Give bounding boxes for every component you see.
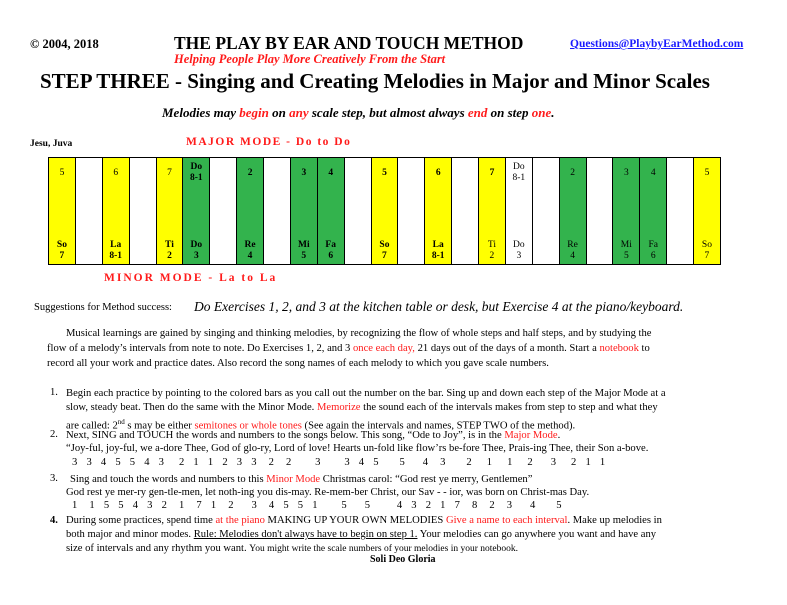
scale-bar bbox=[210, 158, 237, 264]
closing-text: Soli Deo Gloria bbox=[370, 554, 436, 565]
item-4-line-1: During some practices, spend time at the piano MAKING UP YOUR OWN MELODIES Give a name to each interval. Make up melodies in bbox=[66, 515, 662, 526]
major-step-label: 4 bbox=[328, 167, 334, 178]
minor-step-number: 2 bbox=[489, 251, 495, 262]
intro-line-3: record all your work and practice dates. Also record the song names of each melody to which you gave scale numbers. bbox=[47, 358, 549, 369]
scale-bar bbox=[694, 158, 720, 264]
major-step-label: 3 bbox=[623, 167, 629, 178]
scale-bar-minor-label bbox=[379, 240, 389, 264]
scale-bar bbox=[479, 158, 506, 264]
solfege-label: Do bbox=[513, 240, 525, 251]
solfege-label: So bbox=[56, 240, 67, 251]
major-step-label: 2 bbox=[570, 167, 575, 178]
scale-bar-minor-label bbox=[488, 240, 496, 264]
major-step-label: 3 bbox=[301, 167, 307, 178]
major-step-label: 4 bbox=[650, 167, 656, 178]
carol-lyrics: God rest ye mer-ry gen-tle-men, let noth-ing you dis-may. Re-mem-ber Christ, our Sav - - ior, was born on Christ-mas Day. bbox=[66, 487, 590, 498]
solfege-label: La bbox=[110, 240, 122, 251]
minor-step-number: 6 bbox=[328, 251, 334, 262]
minor-step-number: 8-1 bbox=[109, 251, 123, 262]
intro-line-2: flow of a melody’s intervals from note to note. Do Exercises 1, 2, and 3 once each day, 21 days out of the days of a month. Start a notebook to bbox=[47, 343, 650, 354]
scale-bar bbox=[506, 158, 533, 264]
carol-numbers: 1 1 5 5 4 3 2 1 7 1 2 3 4 5 5 1 5 5 4 3 2 1 7 8 2 3 4 5 bbox=[72, 500, 562, 511]
item-number-1: 1. bbox=[50, 387, 58, 398]
scale-bar-minor-label bbox=[702, 240, 712, 264]
minor-step-number: 3 bbox=[516, 251, 522, 262]
solfege-label: Mi bbox=[298, 240, 310, 251]
item-3-line-1: Sing and touch the words and numbers to this Minor Mode Christmas carol: “God rest ye merry, Gentlemen” bbox=[70, 474, 533, 485]
scale-bar-major-number bbox=[436, 158, 441, 185]
solfege-label: Fa bbox=[325, 240, 336, 251]
scale-bar-minor-label bbox=[109, 240, 122, 264]
item-2-line-1: Next, SING and TOUCH the words and numbers to the songs below. This song, “Ode to Joy”, is in the Major Mode. bbox=[66, 430, 561, 441]
minor-step-number: 4 bbox=[570, 251, 575, 262]
item-number-3: 3. bbox=[50, 473, 58, 484]
scale-bar bbox=[237, 158, 264, 264]
major-step-label: 6 bbox=[113, 167, 119, 178]
solfege-label: So bbox=[379, 240, 390, 251]
minor-step-number: 3 bbox=[193, 251, 199, 262]
scale-bar-minor-label bbox=[245, 240, 256, 264]
major-step-label: 2 bbox=[247, 167, 253, 178]
scale-bar bbox=[157, 158, 184, 264]
solfege-label: Mi bbox=[620, 240, 632, 251]
item-number-4: 4. bbox=[50, 515, 58, 526]
major-step-number: 8-1 bbox=[512, 173, 526, 183]
ode-to-joy-numbers: 3 3 4 5 5 4 3 2 1 1 2 3 3 2 2 3 3 4 5 5 4 3 2 1 1 2 3 2 1 1 bbox=[72, 457, 606, 468]
intro-line-1: Musical learnings are gained by singing and thinking melodies, by recognizing the flow of whole steps and half steps, and by studying the bbox=[66, 328, 652, 339]
item-1-line-3: are called: 2nd s may be either semitones or whole tones (See again the intervals and names, STEP TWO of the method). bbox=[66, 418, 576, 432]
suggestions-text: Do Exercises 1, 2, and 3 at the kitchen table or desk, but Exercise 4 at the piano/keyboard. bbox=[194, 299, 684, 314]
scale-bar bbox=[398, 158, 425, 264]
scale-bar bbox=[613, 158, 640, 264]
questions-email-link[interactable]: Questions@PlaybyEarMethod.com bbox=[570, 38, 744, 50]
scale-bar-major-number bbox=[301, 158, 306, 185]
major-step-label: 5 bbox=[59, 167, 65, 178]
major-step-label: 5 bbox=[382, 167, 387, 178]
solfege-label: Do bbox=[190, 240, 203, 251]
minor-step-number: 2 bbox=[167, 251, 172, 262]
item-4-line-2: both major and minor modes. Rule: Melodies don't always have to begin on step 1. Your melodies can go anywhere you want and have any bbox=[66, 529, 657, 540]
solfege-label: Re bbox=[244, 240, 256, 251]
scale-bar-minor-label bbox=[298, 240, 310, 264]
scale-bar-major-number bbox=[167, 158, 172, 185]
solfege-label: Ti bbox=[165, 240, 174, 251]
page-title: THE PLAY BY EAR AND TOUCH METHOD bbox=[174, 33, 524, 53]
step-title: STEP THREE - Singing and Creating Melodies in Major and Minor Scales bbox=[40, 69, 710, 93]
minor-step-number: 5 bbox=[301, 251, 307, 262]
scale-bar bbox=[49, 158, 76, 264]
solfege-label: Re bbox=[567, 240, 578, 251]
scale-bar bbox=[291, 158, 318, 264]
scale-bar bbox=[103, 158, 130, 264]
scale-bar bbox=[452, 158, 479, 264]
major-step-label: 7 bbox=[167, 167, 172, 178]
scale-bar bbox=[425, 158, 452, 264]
minor-step-number: 4 bbox=[247, 251, 253, 262]
scale-bar-minor-label bbox=[165, 240, 174, 264]
scale-bar bbox=[533, 158, 560, 264]
scale-bar-major-number bbox=[113, 158, 118, 185]
scale-bar-major-number bbox=[490, 158, 495, 185]
item-1-line-2: slow, steady beat. Then do the same with the Minor Mode. Memorize the sound each of the intervals makes from step to step and what they bbox=[66, 402, 658, 413]
major-step-label: 6 bbox=[435, 167, 441, 178]
major-step-label: Do bbox=[512, 162, 525, 173]
minor-step-number: 6 bbox=[650, 251, 656, 262]
solfege-label: Ti bbox=[487, 240, 496, 251]
scale-bar-minor-label bbox=[57, 240, 67, 264]
scale-bar bbox=[587, 158, 614, 264]
item-number-2: 2. bbox=[50, 429, 58, 440]
minor-step-number: 7 bbox=[382, 251, 387, 262]
scale-bar-major-number bbox=[512, 158, 525, 185]
scale-bar-major-number bbox=[60, 158, 65, 185]
scale-bar bbox=[667, 158, 694, 264]
scale-bar bbox=[130, 158, 157, 264]
scale-bar-minor-label bbox=[513, 240, 525, 264]
scale-bar bbox=[640, 158, 667, 264]
scale-bar-major-number bbox=[705, 158, 710, 185]
solfege-label: Fa bbox=[648, 240, 658, 251]
scale-bar bbox=[372, 158, 399, 264]
minor-step-number: 7 bbox=[704, 251, 710, 262]
scale-keyboard bbox=[48, 157, 721, 265]
scale-bar-major-number bbox=[624, 158, 629, 185]
ode-to-joy-lyrics: “Joy-ful, joy-ful, we a-dore Thee, God of glo-ry, Lord of love! Hearts un-fold like flow’rs be-fore Thee, Prais-ing Thee, their Son a-bove. bbox=[66, 443, 649, 454]
scale-bar-major-number bbox=[382, 158, 387, 185]
scale-bar bbox=[318, 158, 345, 264]
major-step-label: 5 bbox=[704, 167, 710, 178]
scale-bar bbox=[76, 158, 103, 264]
scale-bar bbox=[183, 158, 210, 264]
scale-bar-major-number bbox=[651, 158, 656, 185]
minor-mode-label: MINOR MODE - La to La bbox=[104, 272, 278, 284]
scale-bar-minor-label bbox=[325, 240, 336, 264]
minor-step-number: 8-1 bbox=[431, 251, 445, 262]
minor-step-number: 7 bbox=[59, 251, 65, 262]
scale-bar-major-number bbox=[190, 158, 203, 185]
minor-step-number: 5 bbox=[623, 251, 629, 262]
item-1-line-1: Begin each practice by pointing to the colored bars as you call out the number on the bar. Sing up and down each step of the Major Mode at a bbox=[66, 388, 666, 399]
credits-label: Jesu, Juva bbox=[30, 139, 73, 149]
major-step-label: Do bbox=[190, 162, 203, 173]
scale-bar bbox=[345, 158, 372, 264]
scale-bar-minor-label bbox=[621, 240, 632, 264]
major-step-number: 8-1 bbox=[189, 173, 203, 183]
scale-bar bbox=[560, 158, 587, 264]
suggestions-label: Suggestions for Method success: bbox=[34, 302, 172, 313]
scale-bar-major-number bbox=[248, 158, 253, 185]
solfege-label: So bbox=[701, 240, 712, 251]
copyright: © 2004, 2018 bbox=[30, 37, 99, 51]
scale-bar-minor-label bbox=[191, 240, 203, 264]
melody-rule-subtitle: Melodies may begin on any scale step, but almost always end on step one. bbox=[162, 105, 555, 120]
scale-bar bbox=[264, 158, 291, 264]
scale-bar-major-number bbox=[570, 158, 575, 185]
major-step-label: 7 bbox=[489, 167, 495, 178]
item-4-line-3: size of intervals and any rhythm you want. You might write the scale numbers of your melodies in your notebook. bbox=[66, 543, 518, 554]
major-mode-label: MAJOR MODE - Do to Do bbox=[186, 136, 352, 148]
scale-bar-minor-label bbox=[567, 240, 578, 264]
solfege-label: La bbox=[432, 240, 444, 251]
scale-bar-minor-label bbox=[432, 240, 445, 264]
scale-bar-major-number bbox=[328, 158, 333, 185]
tagline: Helping People Play More Creatively From the Start bbox=[174, 52, 446, 66]
scale-bar-minor-label bbox=[648, 240, 658, 264]
